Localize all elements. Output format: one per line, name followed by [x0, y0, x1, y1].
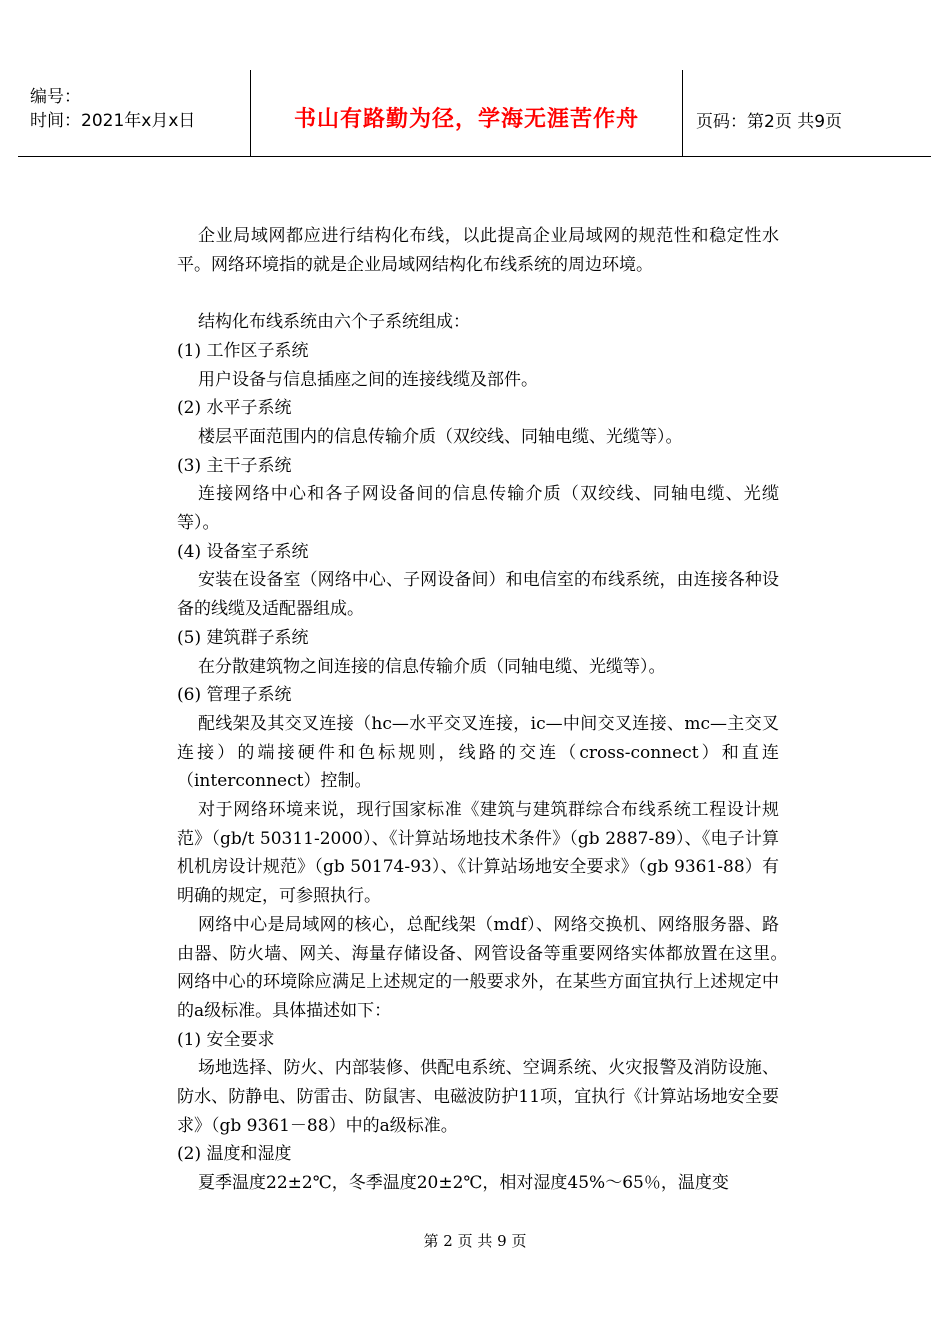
body-paragraph: 网络中心是局域网的核心，总配线架（mdf）、网络交换机、网络服务器、路由器、防火墙、网关、海量存储设备、网管设备等重要网络实体都放置在这里。 网络中心的环境除应满足上述规定的一般要求外，在某些方面宜执行上述规定中的a级标准。具体描述如下：	[177, 914, 830, 1021]
section-heading: (5) 建筑群子系统	[177, 627, 309, 648]
document-time-label: 时间：2021年x月x日	[30, 111, 196, 131]
document-number-label: 编号：	[30, 87, 81, 107]
page-footer: 第 2 页 共 9 页	[423, 1232, 527, 1250]
body-paragraph: 配线架及其交叉连接（hc—水平交叉连接，ic—中间交叉连接、mc—主交叉连接）的端接硬件和色标规则，线路的交连（cross-connect）和直连（interconnect）控制。	[177, 713, 779, 792]
section-heading: (2) 温度和湿度	[177, 1144, 292, 1165]
paragraph-spacer	[177, 279, 779, 308]
section-heading: (2) 水平子系统	[177, 398, 292, 419]
header-divider	[682, 70, 683, 156]
section-heading: (6) 管理子系统	[177, 685, 292, 706]
section-heading: (1) 工作区子系统	[177, 340, 309, 361]
section-heading: (1) 安全要求	[177, 1029, 275, 1050]
page-header	[18, 70, 931, 157]
header-page-code: 页码：第2页 共9页	[696, 112, 843, 132]
body-paragraph: 企业局域网都应进行结构化布线，以此提高企业局域网的规范性和稳定性水平。网络环境指的就是企业局域网结构化布线系统的周边环境。	[177, 226, 779, 275]
body-paragraph: 用户设备与信息插座之间的连接线缆及部件。	[198, 369, 538, 390]
body-paragraph: 夏季温度22±2℃，冬季温度20±2℃，相对湿度45%～65％，温度变	[198, 1173, 729, 1194]
body-paragraph: 结构化布线系统由六个子系统组成：	[198, 312, 470, 333]
section-heading: (3) 主干子系统	[177, 455, 292, 476]
header-motto: 书山有路勤为径，学海无涯苦作舟	[293, 106, 639, 132]
body-paragraph: 安装在设备室（网络中心、子网设备间）和电信室的布线系统，由连接各种设备的线缆及适配器组成。	[177, 570, 779, 620]
header-page-cell	[684, 70, 931, 156]
body-paragraph: 场地选择、防火、内部装修、供配电系统、空调系统、火灾报警及消防设施、防水、防静电、防雷击、防鼠害、电磁波防护11项，宜执行《计算站场地安全要求》（gb 9361－88）中的a级标准。	[177, 1058, 779, 1136]
section-heading: (4) 设备室子系统	[177, 541, 309, 562]
body-paragraph: 对于网络环境来说，现行国家标准《建筑与建筑群综合布线系统工程设计规范》（gb/t 50311-2000）、《计算站场地技术条件》（gb 2887-89）、《电子计算机机房设计规范》（gb 50174-93）、《计算站场地安全要求》（gb 9361-88）有明确的规定，可参照执行。	[177, 800, 779, 907]
document-body	[177, 222, 830, 1198]
header-info-cell	[18, 70, 250, 156]
body-paragraph: 楼层平面范围内的信息传输介质（双绞线、同轴电缆、光缆等）。	[198, 426, 683, 447]
header-motto-cell	[251, 70, 682, 156]
body-paragraph: 连接网络中心和各子网设备间的信息传输介质（双绞线、同轴电缆、光缆等）。	[177, 484, 779, 534]
body-paragraph: 在分散建筑物之间连接的信息传输介质（同轴电缆、光缆等）。	[198, 656, 666, 677]
